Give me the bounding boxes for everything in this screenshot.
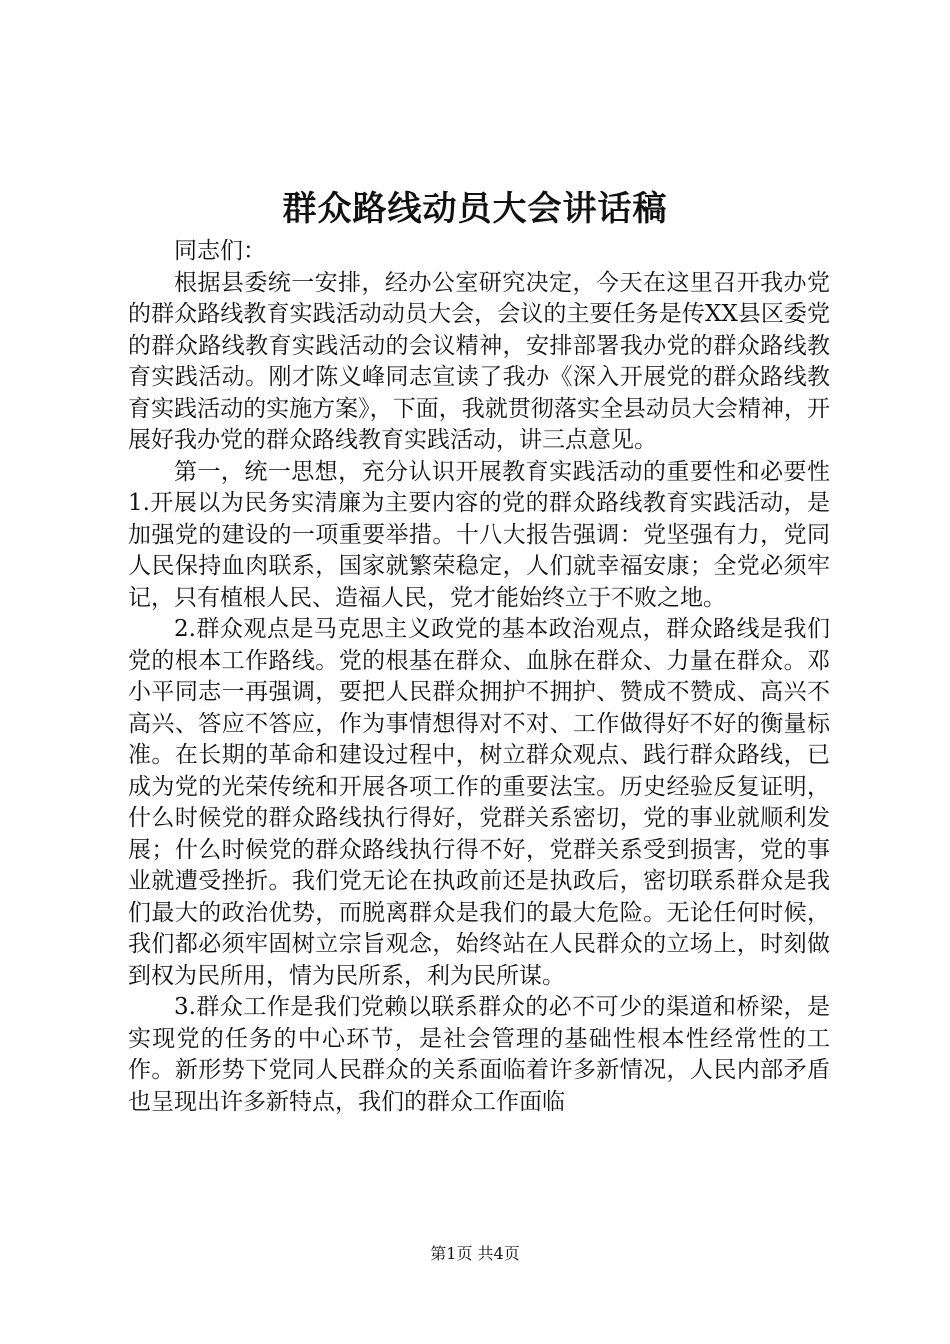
page-total: 共4页 xyxy=(477,1244,520,1263)
document-body xyxy=(128,236,830,1118)
paragraph-point-3: 3.群众工作是我们党赖以联系群众的必不可少的渠道和桥梁，是实现党的任务的中心环节，是社会管理的基础性根本性经常性的工作。新形势下党同人民群众的关系面临着许多新情况，人民内部矛盾也呈现出许多新特点，我们的群众工作面临 xyxy=(128,994,830,1115)
paragraph-point-2: 2.群众观点是马克思主义政党的基本政治观点，群众路线是我们党的根本工作路线。党的根基在群众、血脉在群众、力量在群众。邓小平同志一再强调，要把人民群众拥护不拥护、赞成不赞成、高兴不高兴、答应不答应，作为事情想得对不对、工作做得好不好的衡量标准。在长期的革命和建设过程中，树立群众观点、践行群众路线，已成为党的光荣传统和开展各项工作的重要法宝。历史经验反复证明，什么时候党的群众路线执行得好，党群关系密切，党的事业就顺利发展；什么时候党的群众路线执行得不好，党群关系受到损害，党的事业就遭受挫折。我们党无论在执政前还是执政后，密切联系群众是我们最大的政治优势，而脱离群众是我们的最大危险。无论任何时候，我们都必须牢固树立宗旨观念，始终站在人民群众的立场上，时刻做到权为民所用，情为民所系，利为民所谋。 xyxy=(128,616,830,989)
document-title: 群众路线动员大会讲话稿 xyxy=(282,189,668,229)
salutation: 同志们： xyxy=(174,238,266,264)
page-footer xyxy=(0,1242,950,1266)
page-number: 第1页 xyxy=(430,1244,473,1263)
paragraph-intro: 根据县委统一安排，经办公室研究决定，今天在这里召开我办党的群众路线教育实践活动动员大会，会议的主要任务是传XX县区委党的群众路线教育实践活动的会议精神，安排部署我办党的群众路线教育实践活动。刚才陈义峰同志宣读了我办《深入开展党的群众路线教育实践活动的实施方案》，下面，我就贯彻落实全县动员大会精神，开展好我办党的群众路线教育实践活动，讲三点意见。 xyxy=(128,269,830,453)
paragraph-point-1: 第一，统一思想，充分认识开展教育实践活动的重要性和必要性1.开展以为民务实清廉为主要内容的党的群众路线教育实践活动，是加强党的建设的一项重要举措。十八大报告强调：党坚强有力，党同人民保持血肉联系，国家就繁荣稳定，人们就幸福安康；全党必须牢记，只有植根人民、造福人民，党才能始终立于不败之地。 xyxy=(128,458,830,611)
